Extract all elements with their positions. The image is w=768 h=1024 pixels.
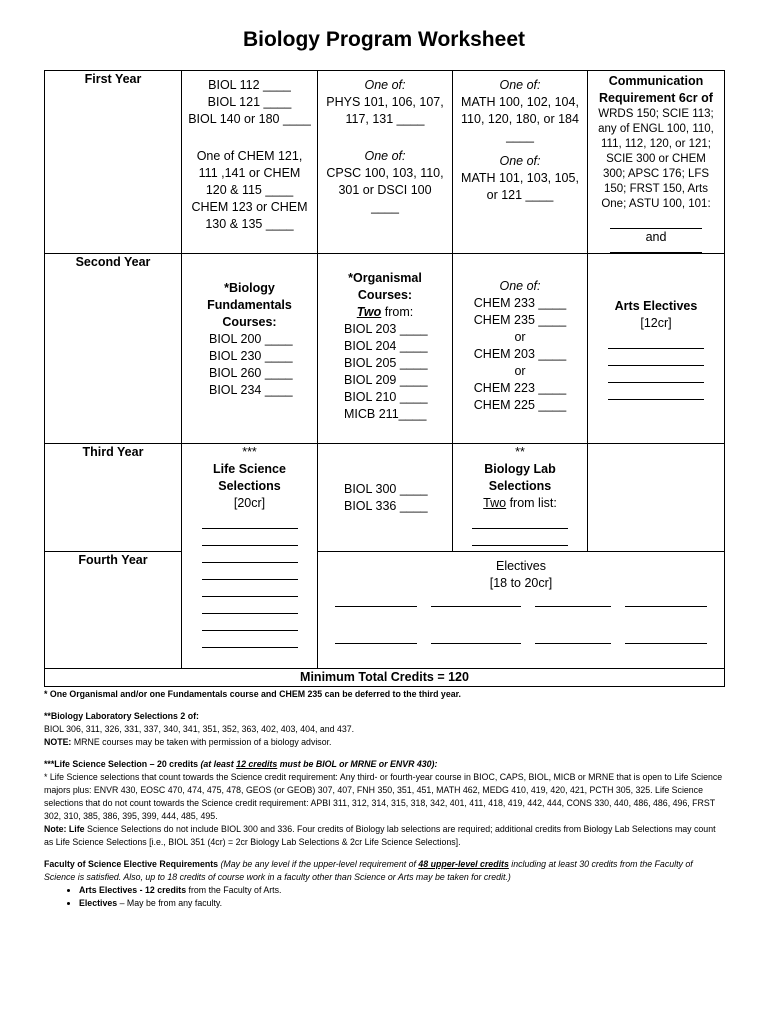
page-title: Biology Program Worksheet <box>242 28 525 51</box>
communication-cell <box>588 71 725 254</box>
life-science-heading: ***Life Science Selection – 20 credits (at least 12 credits must be BIOL or MRNE or ENVR 430): <box>44 759 438 769</box>
blank-line <box>472 512 568 529</box>
blank-line <box>625 592 707 607</box>
course-line: BIOL 205 ____ <box>344 356 428 370</box>
lab-title: Selections <box>488 479 552 493</box>
course-line: CHEM 225 ____ <box>473 398 567 412</box>
course-line: BIOL 230 ____ <box>209 349 293 363</box>
course-line: BIOL 140 or 180 ____ <box>188 112 311 126</box>
blank-line <box>202 597 298 614</box>
course-line: 111 ,141 or CHEM <box>198 166 301 180</box>
electives-title: Electives <box>495 559 547 573</box>
course-line: BIOL 200 ____ <box>209 332 293 346</box>
worksheet-table <box>44 70 725 687</box>
electives-credits: [18 to 20cr] <box>489 576 553 590</box>
course-line: BIOL 210 ____ <box>344 390 428 404</box>
electives-cell <box>318 552 725 669</box>
fundamentals-cell <box>182 254 318 444</box>
minimum-total-credits: Minimum Total Credits = 120 <box>45 669 725 687</box>
course-line: 301 or DSCI 100 <box>338 183 432 197</box>
fundamentals-title: *Biology <box>224 281 275 295</box>
course-line: MATH 101, 103, 105, <box>461 171 579 185</box>
one-of-heading: One of: <box>499 279 541 293</box>
arts-electives-title: Arts Electives <box>614 298 698 313</box>
lab-stars: ** <box>515 445 525 459</box>
second-year-label: Second Year <box>45 254 182 444</box>
first-year-label: First Year <box>45 71 182 254</box>
footnotes <box>44 688 724 910</box>
fundamentals-title: Courses: <box>222 315 277 329</box>
blank-line <box>202 563 298 580</box>
arts-electives-credits: [12cr] <box>640 315 672 330</box>
course-line: BIOL 300 ____ <box>344 481 428 496</box>
course-line: BIOL 260 ____ <box>209 366 293 380</box>
blank-line <box>202 529 298 546</box>
faculty-requirements: Faculty of Science Elective Requirements (May be any level if the upper-level requirement of 48 upper-level credits including at least 30 credits from the Faculty of Science is satisfied. Also, up to 18 credits of course work in a faculty other than Science or Arts may be taken for credit.) <box>44 859 693 882</box>
blank-line <box>202 546 298 563</box>
blank-line <box>608 366 704 383</box>
list-item: • Arts Electives - 12 credits from the Faculty of Arts. <box>79 884 724 897</box>
comm-line: 150; FRST 150, Arts <box>604 183 708 195</box>
blank-line <box>610 246 702 253</box>
blank-line <box>608 349 704 366</box>
course-line: BIOL 336 ____ <box>344 498 428 513</box>
organismal-title: Courses: <box>357 288 413 302</box>
blank-line <box>202 631 298 648</box>
life-science-title: Life Science <box>213 462 286 476</box>
course-line: CHEM 233 ____ <box>473 296 567 310</box>
course-line: ____ <box>506 129 534 143</box>
organismal-subtitle: Two from: <box>356 305 414 319</box>
comm-line: One; ASTU 100, 101: <box>601 198 711 210</box>
first-year-math-cell <box>453 71 588 254</box>
blank-line <box>608 383 704 400</box>
blank-line <box>625 629 707 644</box>
second-year-row <box>45 254 725 444</box>
life-science-stars: *** <box>242 445 257 459</box>
deferral-note: * One Organismal and/or one Fundamentals course and CHEM 235 can be deferred to the third year. <box>44 689 461 699</box>
course-line: BIOL 203 ____ <box>344 322 428 336</box>
life-science-cell <box>182 444 318 669</box>
course-line: BIOL 204 ____ <box>344 339 428 353</box>
first-year-phys-cell <box>318 71 453 254</box>
course-line: CPSC 100, 103, 110, <box>326 166 444 180</box>
blank-line <box>202 580 298 597</box>
course-line: One of CHEM 121, <box>196 149 303 163</box>
biology-lab-cell <box>453 444 588 552</box>
course-line: or 121 ____ <box>486 188 554 202</box>
blank-line <box>431 629 521 644</box>
blank-line <box>202 512 298 529</box>
third-year-row <box>45 444 725 552</box>
course-line: 110, 120, 180, or 184 <box>461 112 579 126</box>
arts-electives-cell <box>588 254 725 444</box>
blank-line <box>335 592 417 607</box>
blank-line <box>335 629 417 644</box>
one-of-heading: One of: <box>364 78 406 92</box>
one-of-heading: One of: <box>499 154 541 168</box>
course-line: CHEM 223 ____ <box>473 381 567 395</box>
blank-line <box>472 529 568 546</box>
lab-selections-heading: **Biology Laboratory Selections 2 of: <box>44 711 199 721</box>
one-of-heading: One of: <box>499 78 541 92</box>
course-line: CHEM 203 ____ <box>473 347 567 361</box>
fourth-year-row <box>45 552 725 669</box>
empty-cell <box>588 444 725 552</box>
course-line: CHEM 235 ____ <box>473 313 567 327</box>
organismal-cell <box>318 254 453 444</box>
comm-and: and <box>645 230 667 244</box>
course-line: 130 & 135 ____ <box>205 217 294 231</box>
blank-line <box>431 592 521 607</box>
blank-line <box>535 592 611 607</box>
blank-line <box>608 332 704 349</box>
second-year-chem-cell <box>453 254 588 444</box>
elective-list <box>44 884 724 910</box>
one-of-heading: One of: <box>364 149 406 163</box>
communication-title: Communication Requirement 6cr of <box>599 74 713 105</box>
organismal-title: *Organismal <box>348 271 422 285</box>
fourth-year-label: Fourth Year <box>45 552 182 669</box>
list-item: • Electives – May be from any faculty. <box>79 897 724 910</box>
third-year-biol-cell <box>318 444 453 552</box>
comm-line: WRDS 150; SCIE 113; <box>598 108 714 120</box>
course-line: PHYS 101, 106, 107, <box>326 95 444 109</box>
life-science-body: * Life Science selections that count towards the Science credit requirement: Any third- or fourth-year course in BIOC, CAPS, BIOL, MICB or MRNE that is open to Life Science majors plus: ENVR 430, EOSC 470, 474, 475, 478, GEOS (or GEOB) 307, 407, FNH 350, 351, 451, MATH 462, MEDG 410, 419, 420, 421, PCTH 305, 325. Life Science selections that do not count towards the Science credit requirement: APBI 311, 312, 314, 315, 318, 342, 401, 411, 418, 419, 442, 444, CONS 330, 440, 486, 486, 496, FRST 302, 310, 385, 386, 395, 399, 444, 485, 495. <box>44 772 723 821</box>
blank-line <box>610 212 702 229</box>
course-line: 117, 131 ____ <box>345 112 425 126</box>
course-line: 120 & 115 ____ <box>205 183 294 197</box>
life-science-note: Note: Life Science Selections do not include BIOL 300 and 336. Four credits of Biology lab selections are required; additional credits from Biology Lab Selections may count as Life Science Selections [i.e., BIOL 351 (4cr) = 2cr Biology Lab Selections & 2cr Life Science Selections]. <box>44 824 716 847</box>
life-science-credits: [20cr] <box>233 496 266 510</box>
lab-selections-list: BIOL 306, 311, 326, 331, 337, 340, 341, 351, 352, 363, 402, 403, 404, and 437. <box>44 724 355 734</box>
course-line: BIOL 112 ____ <box>208 78 291 92</box>
course-line: BIOL 234 ____ <box>209 383 293 397</box>
course-line: BIOL 209 ____ <box>344 373 428 387</box>
first-year-biol-cell <box>182 71 318 254</box>
course-line: ____ <box>371 200 399 214</box>
lab-title: Biology Lab <box>484 462 556 476</box>
total-row <box>45 669 725 687</box>
or-text: or <box>514 330 526 344</box>
course-line: MICB 211____ <box>344 407 427 421</box>
blank-line <box>202 614 298 631</box>
blank-line <box>535 629 611 644</box>
mrne-note: NOTE: MRNE courses may be taken with permission of a biology advisor. <box>44 737 332 747</box>
course-line: MATH 100, 102, 104, <box>461 95 579 109</box>
or-text: or <box>514 364 526 378</box>
first-year-row <box>45 71 725 254</box>
comm-line: 111, 112, 120, or 121; <box>601 138 711 150</box>
lab-subtitle: Two from list: <box>483 496 557 510</box>
course-line: BIOL 121 ____ <box>207 95 292 109</box>
third-year-label: Third Year <box>45 444 182 552</box>
comm-line: any of ENGL 100, 110, <box>598 123 714 135</box>
fundamentals-title: Fundamentals <box>207 298 292 312</box>
comm-line: SCIE 300 or CHEM <box>606 153 706 165</box>
comm-line: 300; APSC 176; LFS <box>602 168 710 180</box>
course-line: CHEM 123 or CHEM <box>191 200 308 214</box>
life-science-title: Selections <box>218 479 281 493</box>
